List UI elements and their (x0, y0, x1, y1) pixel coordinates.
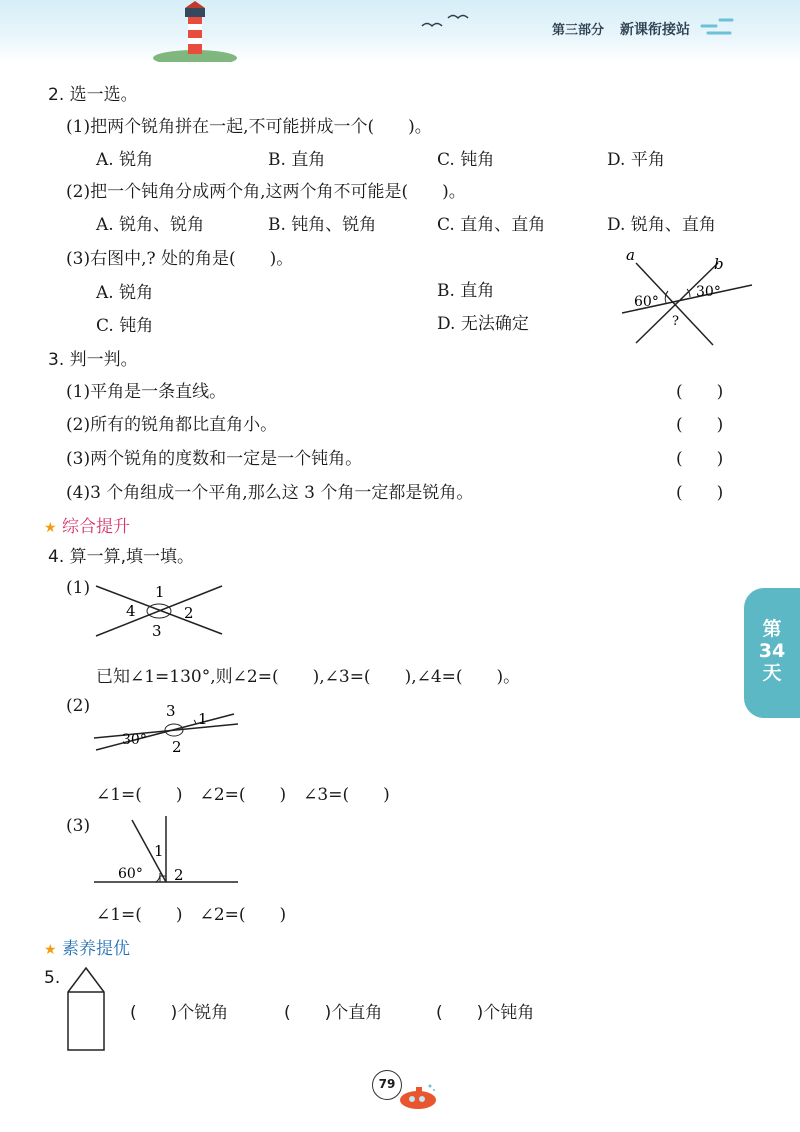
submarine-icon (398, 1082, 442, 1112)
q4-3-label: (3) (66, 816, 91, 836)
q4-1-num-3: 3 (152, 622, 162, 640)
q4-3-given: 60° (118, 866, 143, 882)
star-icon: ★ (44, 520, 57, 536)
q2-2-stem: (2)把一个钝角分成两个角,这两个角不可能是( )。 (66, 182, 466, 202)
q4-2-label: (2) (66, 696, 91, 716)
q4-2-num-1: 1 (198, 710, 208, 728)
label-30: 30° (696, 284, 721, 300)
q4-1-figure (90, 580, 230, 642)
section-literacy-title: 素养提优 (61, 939, 130, 959)
q4-3-num-2: 2 (174, 866, 184, 884)
q2-1-option-d: D. 平角 (607, 150, 665, 170)
q4-3-text: ∠1=( ) ∠2=( ) (96, 905, 287, 925)
header-title: 新课衔接站 (620, 22, 690, 38)
q3-blank-3[interactable]: ( ) (676, 449, 724, 469)
label-60: 60° (634, 294, 659, 310)
q2-3-option-c: C. 钝角 (96, 316, 154, 336)
star-icon: ★ (44, 942, 57, 958)
q4-3-num-1: 1 (154, 842, 164, 860)
q2-3-option-d: D. 无法确定 (437, 314, 529, 334)
q2-2-option-b: B. 钝角、锐角 (268, 215, 377, 235)
day-tab-line3: 天 (762, 662, 782, 684)
q3-blank-2[interactable]: ( ) (676, 415, 724, 435)
q4-3-figure (90, 812, 242, 888)
birds-icon (420, 10, 470, 32)
header-section: 第三部分 (552, 23, 605, 38)
section-comprehensive-title: 综合提升 (61, 517, 130, 537)
label-b: b (714, 255, 724, 273)
label-a: a (626, 246, 635, 264)
q4-2-num-3: 3 (166, 702, 176, 720)
q3-blank-1[interactable]: ( ) (676, 382, 724, 402)
lighthouse-icon (150, 0, 240, 62)
q4-1-text: 已知∠1=130°,则∠2=( ),∠3=( ),∠4=( )。 (96, 667, 521, 687)
q3-title: 3. 判一判。 (48, 350, 138, 370)
q5-number: 5. (44, 968, 61, 988)
day-tab-line1: 第 (762, 618, 782, 640)
q4-title: 4. 算一算,填一填。 (48, 547, 195, 567)
q4-2-num-2: 2 (172, 738, 182, 756)
q3-item-1: (1)平角是一条直线。 (66, 382, 227, 402)
q4-2-given: 30° (122, 732, 147, 748)
wave-icon (700, 14, 736, 38)
section-comprehensive (44, 512, 130, 537)
q5-blank-right[interactable]: ( )个直角 (284, 1003, 383, 1023)
day-tab (744, 588, 800, 718)
label-unknown: ? (672, 314, 679, 329)
q4-2-figure (92, 700, 242, 756)
day-tab-line2: 34 (758, 640, 786, 662)
q2-2-option-d: D. 锐角、直角 (607, 215, 716, 235)
q2-1-option-a: A. 锐角 (96, 150, 154, 170)
q5-blank-acute[interactable]: ( )个锐角 (130, 1003, 229, 1023)
q2-1-option-c: C. 钝角 (437, 150, 495, 170)
q4-1-num-1: 1 (155, 583, 165, 601)
q4-1-label: (1) (66, 578, 91, 598)
q2-2-option-c: C. 直角、直角 (437, 215, 546, 235)
q2-1-option-b: B. 直角 (268, 150, 326, 170)
q4-2-text: ∠1=( ) ∠2=( ) ∠3=( ) (96, 785, 390, 805)
q2-3-option-b: B. 直角 (437, 281, 495, 301)
q2-3-angle-figure (610, 245, 760, 350)
page-number: 79 (372, 1070, 402, 1100)
q5-blank-obtuse[interactable]: ( )个钝角 (436, 1003, 535, 1023)
q5-house-shape (64, 966, 108, 1054)
q2-2-option-a: A. 锐角、锐角 (96, 215, 205, 235)
q3-item-2: (2)所有的锐角都比直角小。 (66, 415, 278, 435)
q3-item-3: (3)两个锐角的度数和一定是一个钝角。 (66, 449, 363, 469)
q4-1-num-2: 2 (184, 604, 194, 622)
q3-blank-4[interactable]: ( ) (676, 483, 724, 503)
q4-1-num-4: 4 (126, 602, 136, 620)
q2-3-stem: (3)右图中,? 处的角是( )。 (66, 249, 294, 269)
q2-1-stem: (1)把两个锐角拼在一起,不可能拼成一个( )。 (66, 117, 432, 137)
q2-3-option-a: A. 锐角 (96, 283, 154, 303)
q2-title: 2. 选一选。 (48, 85, 138, 105)
q3-item-4: (4)3 个角组成一个平角,那么这 3 个角一定都是锐角。 (66, 483, 474, 503)
section-literacy (44, 934, 130, 959)
